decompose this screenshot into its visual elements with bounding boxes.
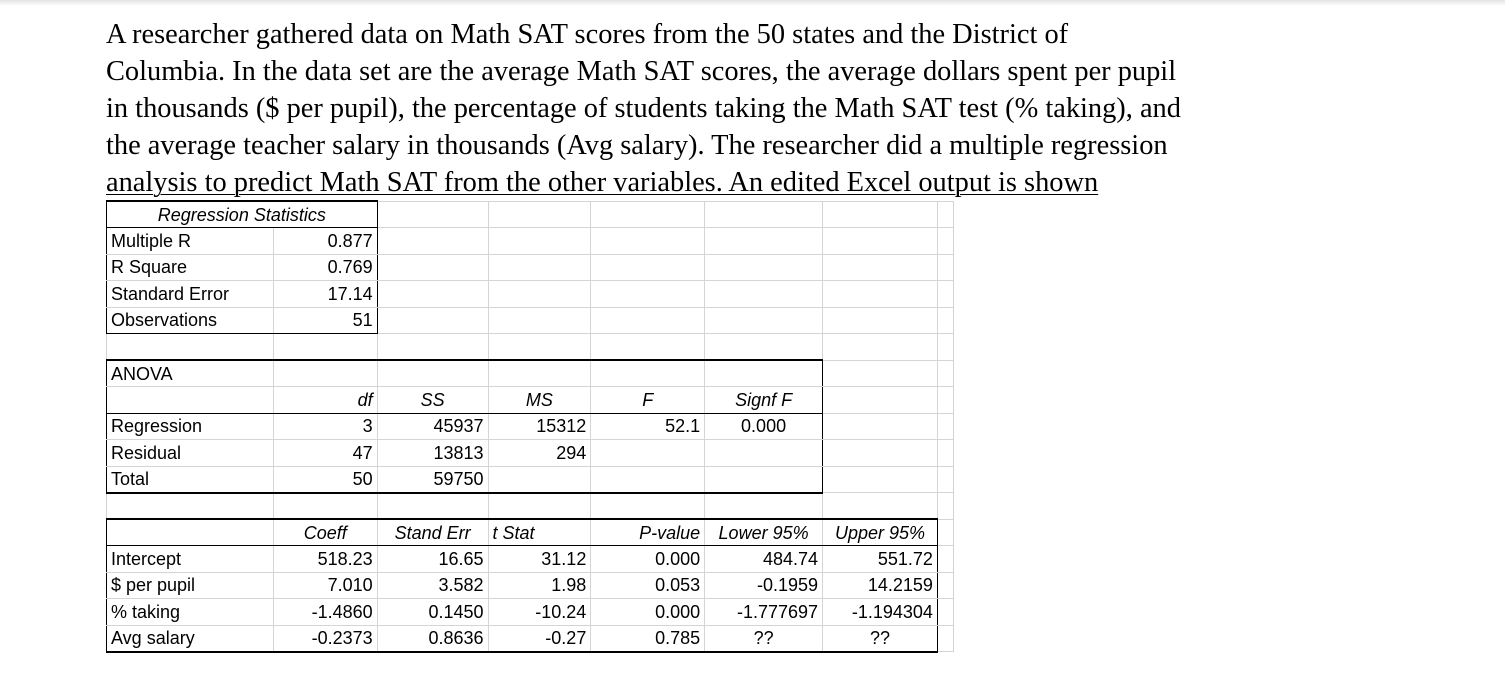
tstat-value: 31.12 [488,546,591,573]
anova-ss: 45937 [377,413,488,440]
anova-row-label: Total [107,466,274,493]
stat-label: Multiple R [107,228,274,255]
table-row [107,599,954,626]
stderr-value: 0.8636 [377,625,488,652]
anova-title: ANOVA [107,360,274,387]
anova-header-signf: Signf F [705,387,823,414]
table-row [107,281,954,308]
table-row [107,201,954,228]
upper95-value: -1.194304 [823,599,938,626]
window-top-edge [0,0,1505,6]
tstat-value: 1.98 [488,572,591,599]
anova-ss: 59750 [377,466,488,493]
anova-f [591,466,705,493]
anova-signf [705,440,823,467]
anova-signf: 0.000 [705,413,823,440]
table-row [107,493,954,520]
coef-header-lower95: Lower 95% [705,519,823,546]
stat-label: Standard Error [107,281,274,308]
stat-value: 51 [273,307,377,334]
anova-ms: 294 [488,440,591,467]
pvalue-value: 0.000 [591,546,705,573]
coef-row-label: Intercept [107,546,274,573]
tstat-value: -0.27 [488,625,591,652]
table-row [107,254,954,281]
intro-line: A researcher gathered data on Math SAT scores from the 50 states and the District of [106,19,1069,50]
regression-output-table [106,200,954,653]
intro-line: analysis to predict Math SAT from the other variables. An edited Excel output is shown [106,167,1099,198]
coef-header-tstat: t Stat [488,519,591,546]
upper95-value: 551.72 [823,546,938,573]
anova-row-label: Residual [107,440,274,467]
anova-header-ss: SS [377,387,488,414]
coef-header-stderr: Stand Err [377,519,488,546]
stat-value: 0.877 [273,228,377,255]
coef-value: 518.23 [273,546,377,573]
stat-label: Observations [107,307,274,334]
anova-df: 47 [273,440,377,467]
upper95-value: ?? [823,625,938,652]
upper95-value: 14.2159 [823,572,938,599]
anova-ss: 13813 [377,440,488,467]
table-row [107,440,954,467]
anova-header-f: F [591,387,705,414]
anova-f: 52.1 [591,413,705,440]
coef-row-label: % taking [107,599,274,626]
coef-header-upper95: Upper 95% [823,519,938,546]
stat-value: 0.769 [273,254,377,281]
table-row [107,546,954,573]
intro-line: Columbia. In the data set are the average Math SAT scores, the average dollars spent per pupil [106,56,1177,87]
lower95-value: ?? [705,625,823,652]
coef-value: 7.010 [273,572,377,599]
anova-header-ms: MS [488,387,591,414]
lower95-value: -1.777697 [705,599,823,626]
table-row [107,387,954,414]
pvalue-value: 0.053 [591,572,705,599]
coef-row-label: Avg salary [107,625,274,652]
coef-value: -0.2373 [273,625,377,652]
lower95-value: -0.1959 [705,572,823,599]
stderr-value: 3.582 [377,572,488,599]
problem-statement [106,16,1346,201]
pvalue-value: 0.785 [591,625,705,652]
stderr-value: 16.65 [377,546,488,573]
excel-output [106,200,954,700]
stat-label: R Square [107,254,274,281]
anova-header-df: df [273,387,377,414]
tstat-value: -10.24 [488,599,591,626]
table-row [107,360,954,387]
lower95-value: 484.74 [705,546,823,573]
table-row [107,307,954,334]
coef-header-pvalue: P-value [591,519,705,546]
regression-statistics-title: Regression Statistics [107,201,378,228]
table-row [107,572,954,599]
anova-ms: 15312 [488,413,591,440]
table-row [107,519,954,546]
intro-line: the average teacher salary in thousands (Avg salary). The researcher did a multiple regression [106,130,1168,161]
anova-df: 3 [273,413,377,440]
stderr-value: 0.1450 [377,599,488,626]
coef-header-coeff: Coeff [273,519,377,546]
pvalue-value: 0.000 [591,599,705,626]
anova-signf [705,466,823,493]
table-row [107,413,954,440]
anova-ms [488,466,591,493]
anova-f [591,440,705,467]
anova-row-label: Regression [107,413,274,440]
coef-value: -1.4860 [273,599,377,626]
anova-df: 50 [273,466,377,493]
intro-line: in thousands ($ per pupil), the percentage of students taking the Math SAT test (% taking), and [106,93,1181,124]
table-row [107,625,954,652]
table-row [107,466,954,493]
stat-value: 17.14 [273,281,377,308]
coef-row-label: $ per pupil [107,572,274,599]
table-row [107,334,954,361]
table-row [107,228,954,255]
